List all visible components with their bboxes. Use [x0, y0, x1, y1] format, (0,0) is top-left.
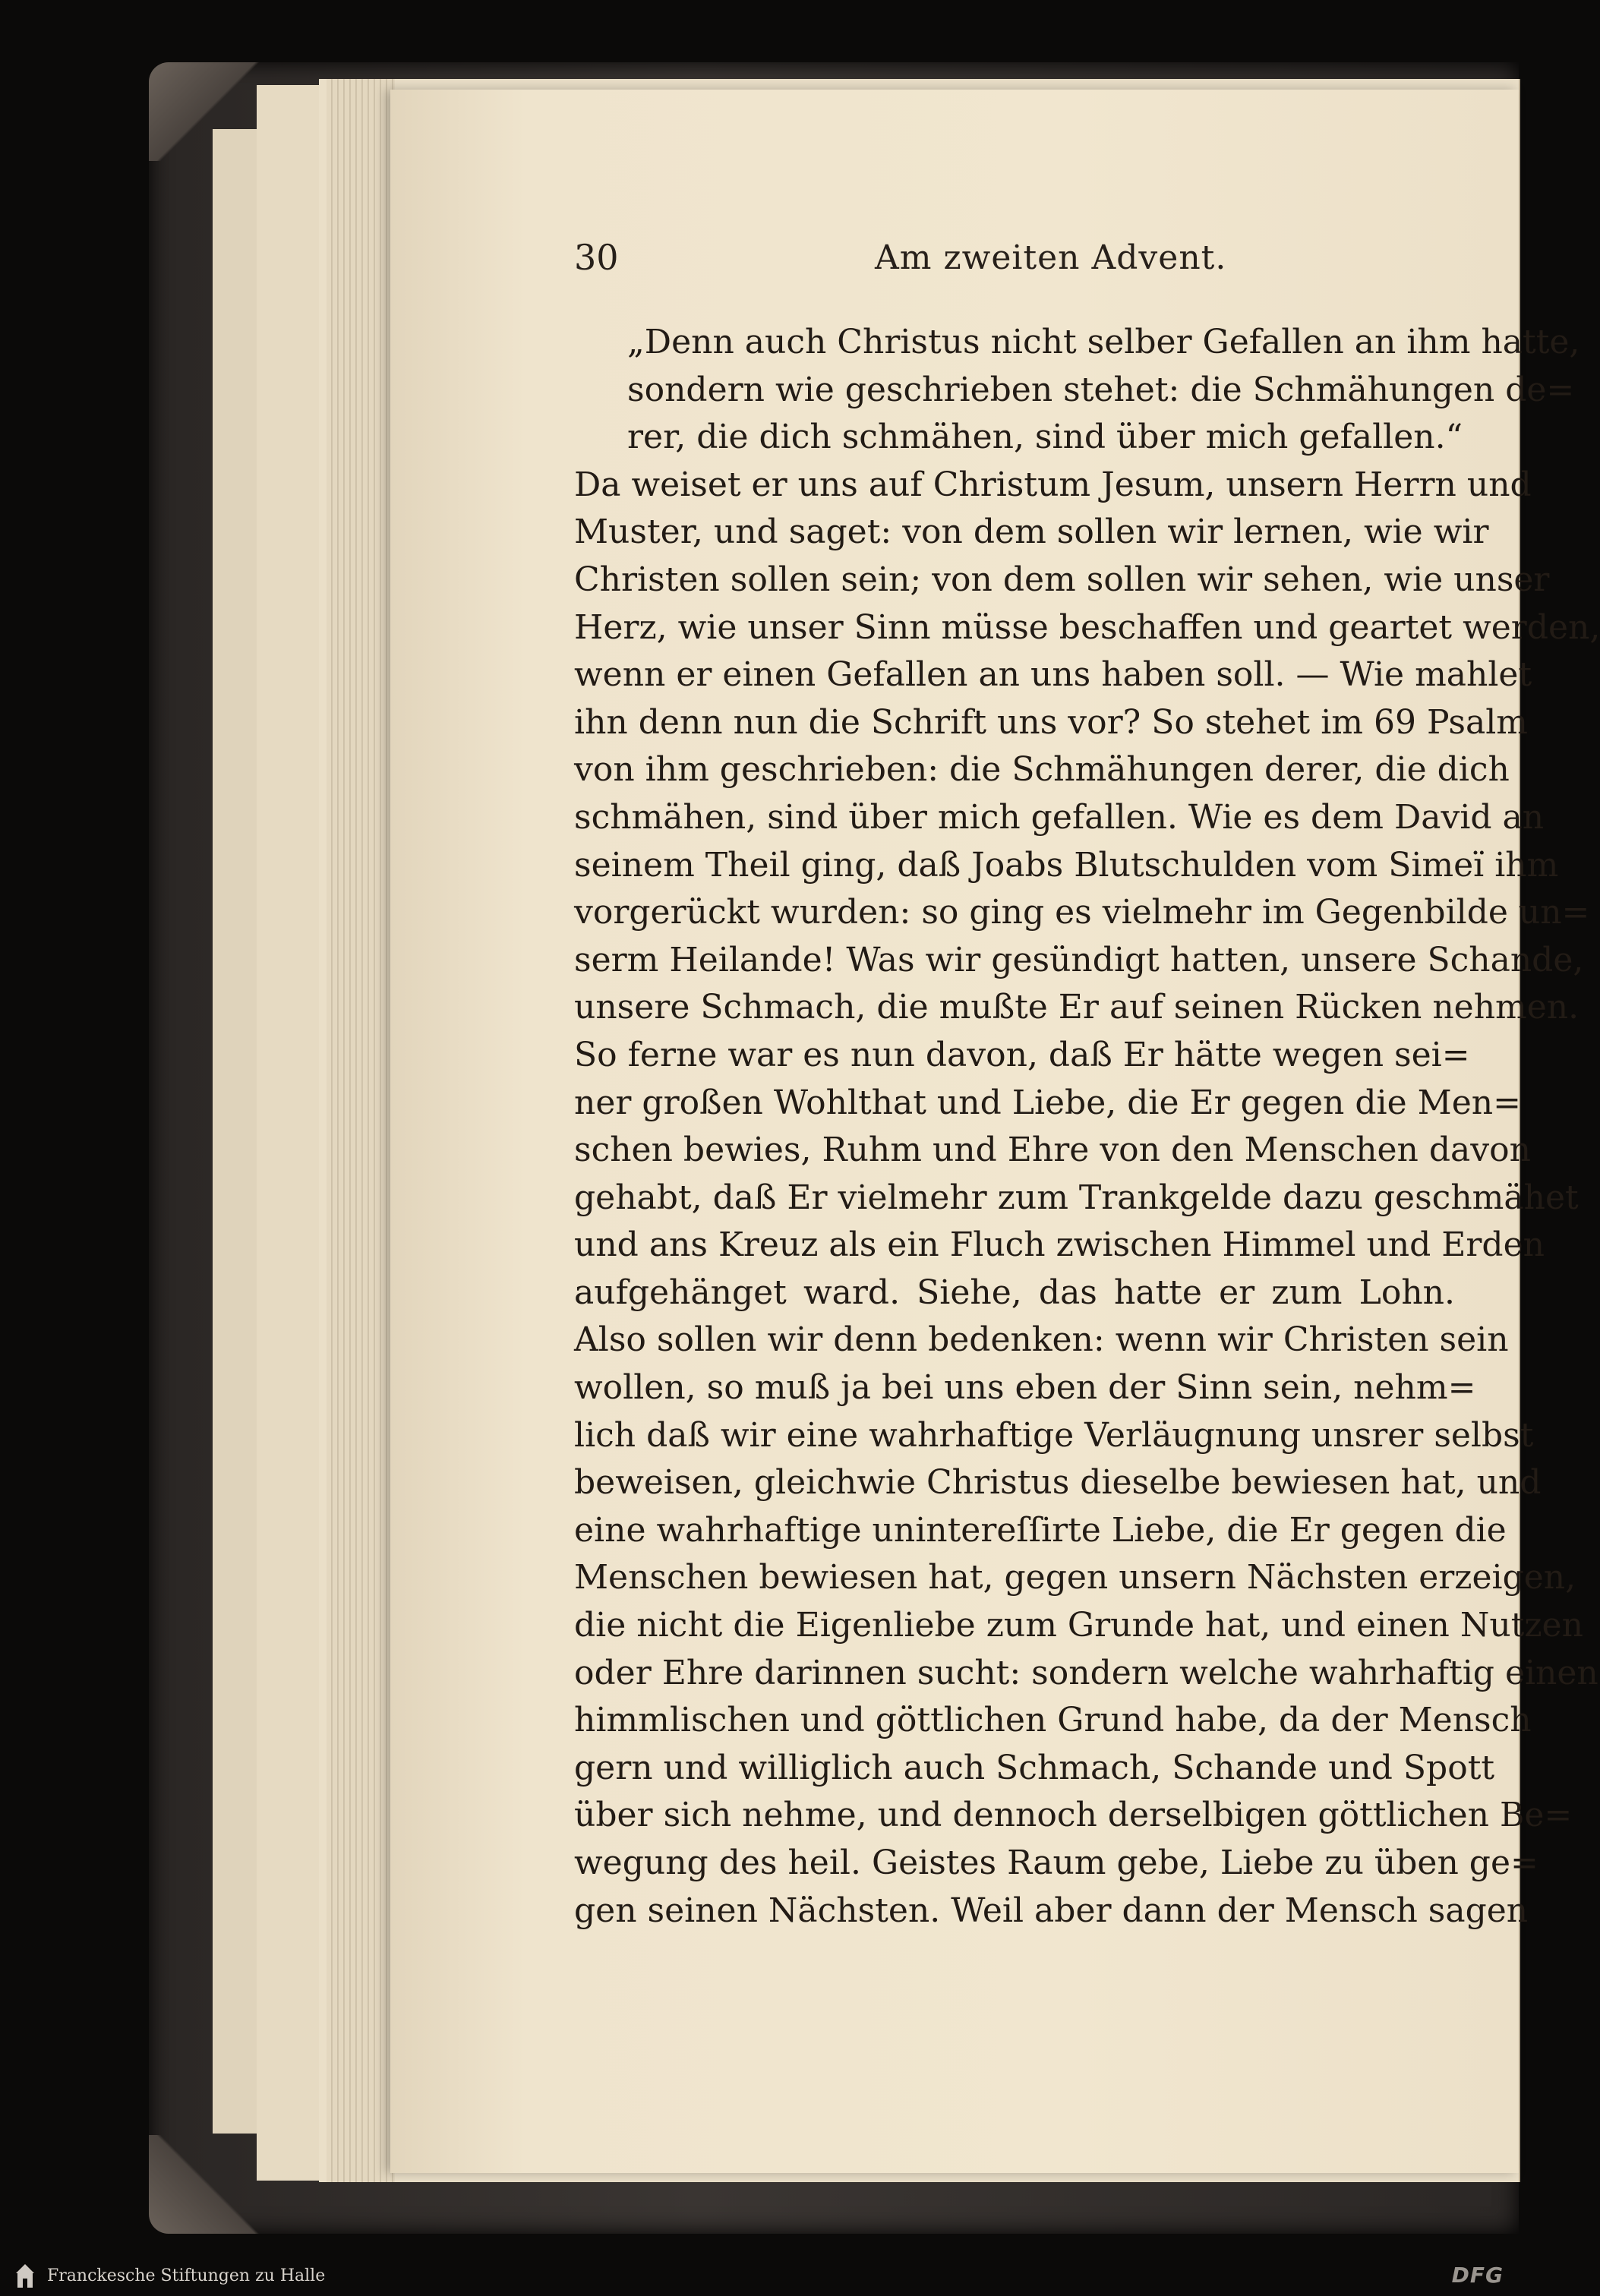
- text-line: schmähen, sind über mich gefallen. Wie es dem David an: [574, 797, 1545, 837]
- page-edges: [327, 79, 395, 2182]
- text-line: rer, die dich schmähen, sind über mich gefallen.“: [627, 418, 1463, 457]
- text-line: wollen, so muß ja bei uns eben der Sinn sein, nehm=: [574, 1368, 1476, 1408]
- running-head-title: Am zweiten Advent.: [875, 238, 1227, 277]
- text-line: serm Heilande! Was wir gesündigt hatten, unsere Schande,: [574, 940, 1584, 979]
- text-line: unsere Schmach, die mußte Er auf seinen Rücken nehmen.: [574, 988, 1579, 1027]
- text-line: Christen sollen sein; von dem sollen wir sehen, wie unser: [574, 560, 1550, 599]
- text-line: himmlischen und göttlichen Grund habe, da der Mensch: [574, 1701, 1532, 1740]
- text-line: und ans Kreuz als ein Fluch zwischen Himmel und Erden: [574, 1225, 1545, 1265]
- text-line: oder Ehre darinnen sucht: sondern welche wahrhaftig einen: [574, 1653, 1598, 1692]
- cover-corner-bottom: [149, 2135, 263, 2234]
- text-line: vorgerückt wurden: so ging es vielmehr im Gegenbilde un=: [574, 893, 1590, 932]
- text-line: sondern wie geschrieben stehet: die Schmähungen de=: [627, 370, 1575, 409]
- text-line: Also sollen wir denn bedenken: wenn wir Christen sein: [574, 1320, 1509, 1360]
- text-line: gehabt, daß Er vielmehr zum Trankgelde dazu geschmähet: [574, 1178, 1579, 1217]
- text-line: die nicht die Eigenliebe zum Grunde hat, und einen Nutzen: [574, 1606, 1583, 1645]
- institution-logo-icon: [12, 2260, 38, 2291]
- text-line: ner großen Wohlthat und Liebe, die Er gegen die Men=: [574, 1083, 1521, 1122]
- text-line: ihn denn nun die Schrift uns vor? So stehet im 69 Psalm: [574, 702, 1528, 742]
- text-line: gen seinen Nächsten. Weil aber dann der Mensch sagen: [574, 1891, 1529, 1930]
- dfg-logo: DFG: [1451, 2263, 1504, 2288]
- text-line: seinem Theil ging, daß Joabs Blutschulden vom Simeï ihm: [574, 845, 1559, 885]
- running-head: [574, 237, 1455, 298]
- text-line: Menschen bewiesen hat, gegen unsern Nächsten erzeigen,: [574, 1558, 1576, 1597]
- text-line: wegung des heil. Geistes Raum gebe, Liebe zu üben ge=: [574, 1843, 1538, 1882]
- text-line: So ferne war es nun davon, daß Er hätte wegen sei=: [574, 1035, 1470, 1074]
- footer-bar: [0, 2255, 1519, 2296]
- text-line: von ihm geschrieben: die Schmähungen derer, die dich: [574, 750, 1510, 790]
- text-line: lich daß wir eine wahrhaftige Verläugnung unsrer selbst: [574, 1415, 1534, 1455]
- text-line: eine wahrhaftige unintereſſirte Liebe, die Er gegen die: [574, 1510, 1507, 1550]
- text-line: Da weiset er uns auf Christum Jesum, unsern Herrn und: [574, 465, 1532, 504]
- institution-name: Franckesche Stiftungen zu Halle: [47, 2266, 326, 2285]
- text-line: gern und williglich auch Schmach, Schande und Spott: [574, 1748, 1495, 1787]
- text-body: [574, 319, 1600, 1935]
- text-line: Muster, und saget: von dem sollen wir lernen, wie wir: [574, 512, 1489, 552]
- text-line: Herz, wie unser Sinn müsse beschaffen und geartet werden,: [574, 607, 1600, 647]
- text-line: beweisen, gleichwie Christus dieselbe bewiesen hat, und: [574, 1463, 1542, 1503]
- text-line: aufgehänget ward. Siehe, das hatte er zum Lohn.: [574, 1273, 1455, 1312]
- text-line: wenn er einen Gefallen an uns haben soll. — Wie mahlet: [574, 655, 1532, 695]
- text-line: schen bewies, Ruhm und Ehre von den Menschen davon: [574, 1131, 1531, 1170]
- text-line: über sich nehme, und dennoch derselbigen göttlichen Be=: [574, 1796, 1573, 1835]
- text-line: „Denn auch Christus nicht selber Gefallen an ihm hatte,: [627, 323, 1580, 361]
- page-number: 30: [574, 237, 619, 278]
